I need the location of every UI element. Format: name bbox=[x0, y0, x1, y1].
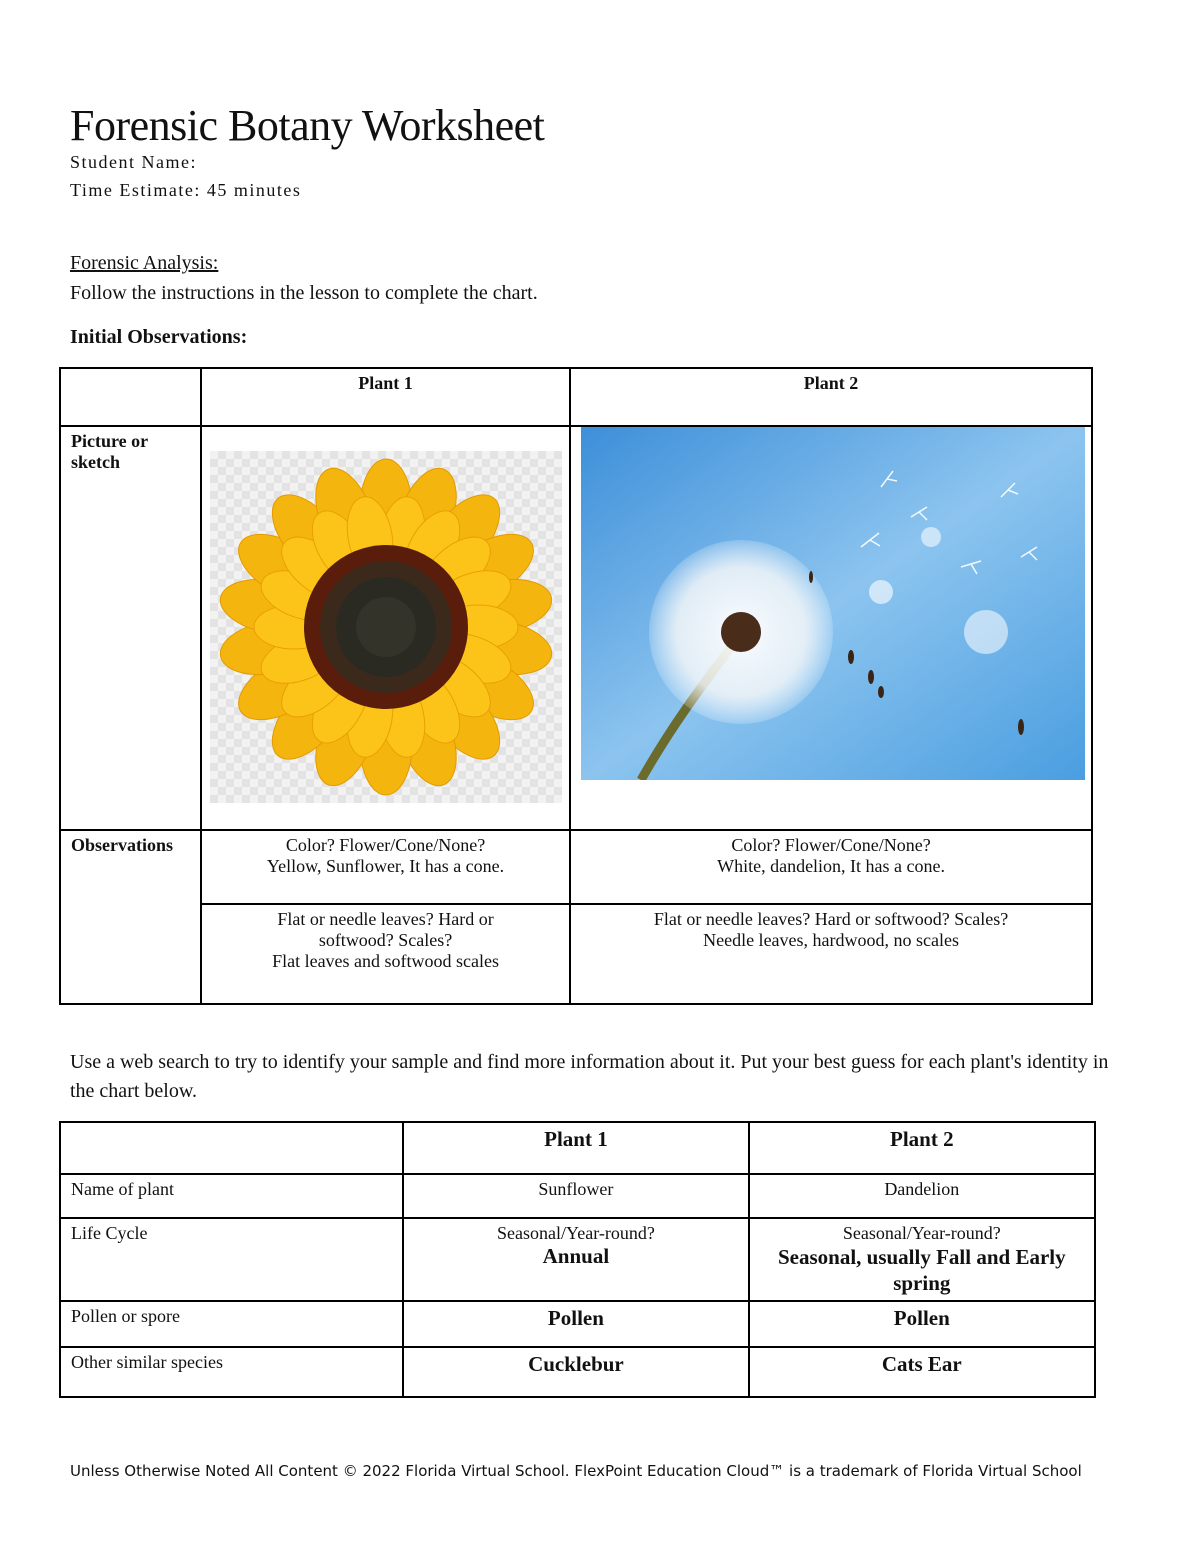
column-header-plant-2: Plant 2 bbox=[749, 1122, 1095, 1174]
header-empty-cell bbox=[60, 368, 201, 426]
web-search-instructions: Use a web search to try to identify your sample and find more information about it. Put your best guess for each plant's identity in the chart below. bbox=[70, 1051, 1109, 1102]
plant-2-pollen: Pollen bbox=[749, 1301, 1095, 1347]
observations-heading: Initial Observations: bbox=[70, 326, 248, 348]
leaves-prompt: Flat or needle leaves? Hard or softwood? Scales? bbox=[277, 909, 494, 950]
plant-1-leaves-cell bbox=[201, 904, 570, 1004]
plant-1-similar-species: Cucklebur bbox=[403, 1347, 748, 1397]
plant-1-name: Sunflower bbox=[403, 1174, 748, 1218]
time-estimate: Time Estimate: 45 minutes bbox=[70, 180, 302, 200]
row-label-name: Name of plant bbox=[60, 1174, 403, 1218]
color-prompt: Color? Flower/Cone/None? bbox=[285, 835, 486, 855]
observations-row-label: Observations bbox=[60, 830, 201, 1004]
section-heading: Forensic Analysis: bbox=[70, 252, 219, 274]
row-label-life-cycle: Life Cycle bbox=[60, 1218, 403, 1301]
plant-1-color-answer: Yellow, Sunflower, It has a cone. bbox=[266, 856, 505, 876]
picture-row-label: Picture or sketch bbox=[60, 426, 201, 830]
student-name-label: Student Name: bbox=[70, 152, 197, 172]
plant-2-color-answer: White, dandelion, It has a cone. bbox=[717, 856, 946, 876]
column-header-plant-1: Plant 1 bbox=[403, 1122, 748, 1174]
leaves-prompt: Flat or needle leaves? Hard or softwood? Scales? bbox=[653, 909, 1009, 929]
plant-1-color-cell bbox=[201, 830, 570, 904]
plant-1-leaves-answer: Flat leaves and softwood scales bbox=[272, 951, 500, 971]
plant-1-picture-cell bbox=[201, 426, 570, 830]
identity-table bbox=[59, 1121, 1096, 1398]
column-header-plant-2: Plant 2 bbox=[570, 368, 1092, 426]
plant-2-leaves-answer: Needle leaves, hardwood, no scales bbox=[703, 930, 959, 950]
plant-2-similar-species: Cats Ear bbox=[749, 1347, 1095, 1397]
plant-2-life-cycle: Seasonal, usually Fall and Early spring bbox=[777, 1245, 1066, 1295]
page-title: Forensic Botany Worksheet bbox=[70, 101, 545, 150]
plant-1-life-cycle: Annual bbox=[542, 1244, 610, 1268]
column-header-plant-1: Plant 1 bbox=[201, 368, 570, 426]
instructions-text: Follow the instructions in the lesson to complete the chart. bbox=[70, 282, 538, 304]
plant-2-name: Dandelion bbox=[749, 1174, 1095, 1218]
plant-1-life-cycle-cell bbox=[403, 1218, 748, 1301]
footer-copyright: Unless Otherwise Noted All Content © 2022 Florida Virtual School. FlexPoint Education Cloud™ is a trademark of Florida Virtual School bbox=[70, 1462, 1082, 1480]
plant-2-picture-cell bbox=[570, 426, 1092, 830]
sunflower-image bbox=[210, 451, 562, 803]
row-label-similar-species: Other similar species bbox=[60, 1347, 403, 1397]
color-prompt: Color? Flower/Cone/None? bbox=[731, 835, 931, 855]
dandelion-image bbox=[571, 427, 1091, 780]
life-cycle-prompt: Seasonal/Year-round? bbox=[842, 1223, 1001, 1243]
observations-table bbox=[59, 367, 1093, 1005]
header-empty-cell bbox=[60, 1122, 403, 1174]
plant-1-pollen: Pollen bbox=[403, 1301, 748, 1347]
plant-2-color-cell bbox=[570, 830, 1092, 904]
plant-2-life-cycle-cell bbox=[749, 1218, 1095, 1301]
plant-2-leaves-cell bbox=[570, 904, 1092, 1004]
row-label-pollen: Pollen or spore bbox=[60, 1301, 403, 1347]
life-cycle-prompt: Seasonal/Year-round? bbox=[497, 1223, 655, 1243]
